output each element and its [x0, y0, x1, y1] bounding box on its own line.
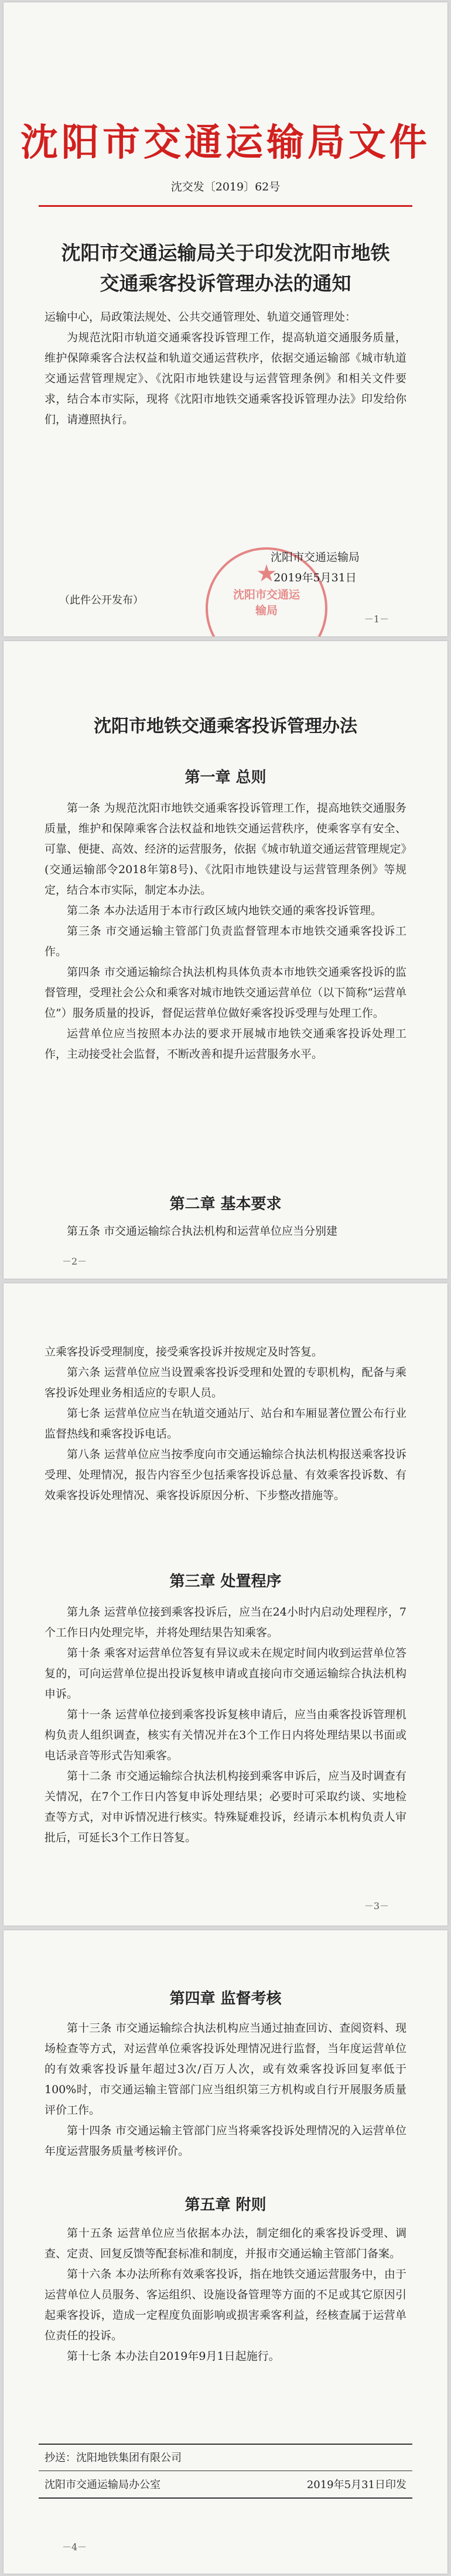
- page-number-3: －3－: [364, 1900, 389, 1911]
- article-12: 第十二条 市交通运输综合执法机构接到乘客申诉后，应当及时调查有关情况，在7个工作日内答复申诉处理结果；必要时可采取约谈、实地检查等方式，对申诉情况进行核实。特殊疑难投诉，经请示本机构负责人审批后，可延长3个工作日答复。: [45, 1770, 406, 1844]
- chapter-5-title: 第五章 附则: [184, 2196, 266, 2214]
- chapter-1-body: [45, 798, 406, 1065]
- article-15: 第十五条 运营单位应当依据本办法，制定细化的乘客投诉受理、调查、定责、回复反馈等配套标准和制度，并报市交通运输主管部门备案。: [45, 2227, 406, 2260]
- chapter-2-body: [45, 1342, 406, 1506]
- chapter-2-title: 第二章 基本要求: [169, 1195, 282, 1213]
- page-1: [4, 2, 447, 636]
- article-5-part-2: 立乘客投诉受理制度，接受乘客投诉并按规定及时答复。: [45, 1345, 323, 1358]
- public-release-note: （此件公开发布）: [59, 594, 144, 606]
- document-header-title: 沈阳市交通运输局文件: [20, 121, 430, 165]
- article-17: 第十七条 本办法自2019年9月1日起施行。: [67, 2350, 280, 2363]
- notice-title-line-2: 交通乘客投诉管理办法的通知: [100, 272, 351, 295]
- document-number: 沈交发〔2019〕62号: [170, 180, 281, 193]
- notice-recipients: 运输中心，局政策法规处、公共交通管理处、轨道交通管理处：: [45, 311, 357, 323]
- article-5-part-1: 第五条 市交通运输综合执法机构和运营单位应当分别建: [67, 1225, 338, 1238]
- chapter-4-body: [45, 2018, 406, 2162]
- page-number-2: －2－: [62, 1256, 87, 1267]
- article-8: 第八条 运营单位应当按季度向市交通运输综合执法机构报送乘客投诉受理、处理情况，报告内容至少包括乘客投诉总量、有效乘客投诉数、有效乘客投诉处理情况、乘客投诉原因分析、下步整改措施等。: [45, 1448, 406, 1502]
- regulation-title: 沈阳市地铁交通乘客投诉管理办法: [94, 716, 357, 737]
- notice-paragraph: 为规范沈阳市轨道交通乘客投诉管理工作，提高轨道交通服务质量，维护保障乘客合法权益和轨道交通运营秩序，依据交通运输部《城市轨道交通运营管理规定》、《沈阳市地铁建设与运营管理条例》和相关文件要求，结合本市实际，现将《沈阳市地铁交通乘客投诉管理办法》印发给你们，请遵照执行。: [45, 331, 406, 426]
- seal-star-icon: ★: [256, 560, 277, 587]
- seal-text: 沈阳市交通运输局: [233, 588, 300, 617]
- notice-body: [45, 307, 406, 430]
- signature-date: 2019年5月31日: [274, 571, 357, 584]
- article-11: 第十一条 运营单位接到乘客投诉复核申请后，应当由乘客投诉管理机构负责人组织调查，核实有关情况并在3个工作日内将处理结果以书面或电话录音等形式告知乘客。: [45, 1708, 406, 1762]
- page-3: [4, 1283, 447, 1926]
- article-16: 第十六条 本办法所称有效乘客投诉，指在地铁交通运营服务中，由于运营单位人员服务、客运组织、设施设备管理等方面的不足或其它原因引起乘客投诉，造成一定程度负面影响或损害乘客利益，经核查属于运营单位责任的投诉。: [45, 2268, 406, 2342]
- chapter-1-title: 第一章 总则: [184, 769, 266, 786]
- article-3: 第三条 市交通运输主管部门负责监督管理本市地铁交通乘客投诉工作。: [45, 925, 406, 958]
- article-6: 第六条 运营单位应当设置乘客投诉受理和处置的专职机构，配备与乘客投诉处理业务相适应的专职人员。: [45, 1366, 406, 1399]
- chapter-4-title: 第四章 监督考核: [169, 1990, 282, 2008]
- footer-rule-bottom: [39, 2497, 412, 2499]
- red-divider: [39, 205, 412, 207]
- signature-org: 沈阳市交通运输局: [270, 551, 360, 564]
- cc-recipients: 抄送：沈阳地铁集团有限公司: [45, 2452, 182, 2464]
- issuing-office: 沈阳市交通运输局办公室: [45, 2479, 160, 2491]
- article-5-start-block: [45, 1221, 406, 1242]
- article-2: 第二条 本办法适用于本市行政区域内地铁交通的乘客投诉管理。: [67, 904, 382, 917]
- article-7: 第七条 运营单位应当在轨道交通站厅、站台和车厢显著位置公布行业监督热线和乘客投诉电话。: [45, 1407, 406, 1440]
- chapter-3-body: [45, 1602, 406, 1848]
- article-14: 第十四条 市交通运输主管部门应当将乘客投诉处理情况的入运营单位年度运营服务质量考核评价。: [45, 2124, 406, 2158]
- page-2: [4, 641, 447, 1279]
- page-4: [4, 1930, 447, 2574]
- page-number-4: －4－: [62, 2541, 87, 2553]
- article-1: 第一条 为规范沈阳市地铁交通乘客投诉管理工作，提高地铁交通服务质量，维护和保障乘客合法权益和地铁交通运营秩序，使乘客享有安全、可靠、便捷、高效、经济的运营服务，依据《城市轨道交通运营管理规定》(交通运输部令2018年第8号)、《沈阳市地铁建设与运营管理条例》等规定，结合本市实际，制定本办法。: [45, 802, 406, 897]
- footer-rule-top: [39, 2444, 412, 2445]
- article-4-paragraph-2: 运营单位应当按照本办法的要求开展城市地铁交通乘客投诉处理工作，主动接受社会监督，不断改善和提升运营服务水平。: [45, 1027, 406, 1061]
- signature-block: [271, 547, 360, 588]
- page-number-1: －1－: [364, 614, 389, 625]
- notice-title: [39, 238, 412, 299]
- chapter-5-body: [45, 2223, 406, 2367]
- chapter-3-title: 第三章 处置程序: [169, 1573, 282, 1590]
- article-13: 第十三条 市交通运输综合执法机构应当通过抽查回访、查阅资料、现场检查等方式，对运营单位乘客投诉处理情况进行监督，当年度运营单位的有效乘客投诉量年超过3次/百万人次，或有效乘客投诉回复率低于100%时，市交通运输主管部门应当组织第三方机构或自行开展服务质量评价工作。: [45, 2022, 406, 2117]
- notice-title-line-1: 沈阳市交通运输局关于印发沈阳市地铁: [61, 241, 390, 264]
- issue-date: 2019年5月31日印发: [306, 2479, 406, 2491]
- article-10: 第十条 乘客对运营单位答复有异议或未在规定时间内收到运营单位答复的，可向运营单位提出投诉复核申请或直接向市交通运输综合执法机构申诉。: [45, 1647, 406, 1701]
- article-4: 第四条 市交通运输综合执法机构具体负责本市地铁交通乘客投诉的监督管理，受理社会公众和乘客对城市地铁交通运营单位（以下简称“运营单位”）服务质量的投诉，督促运营单位做好乘客投诉受理与处理工作。: [45, 966, 406, 1020]
- article-9: 第九条 运营单位接到乘客投诉后，应当在24小时内启动处理程序，7个工作日内处理完毕，并将处理结果告知乘客。: [45, 1606, 406, 1639]
